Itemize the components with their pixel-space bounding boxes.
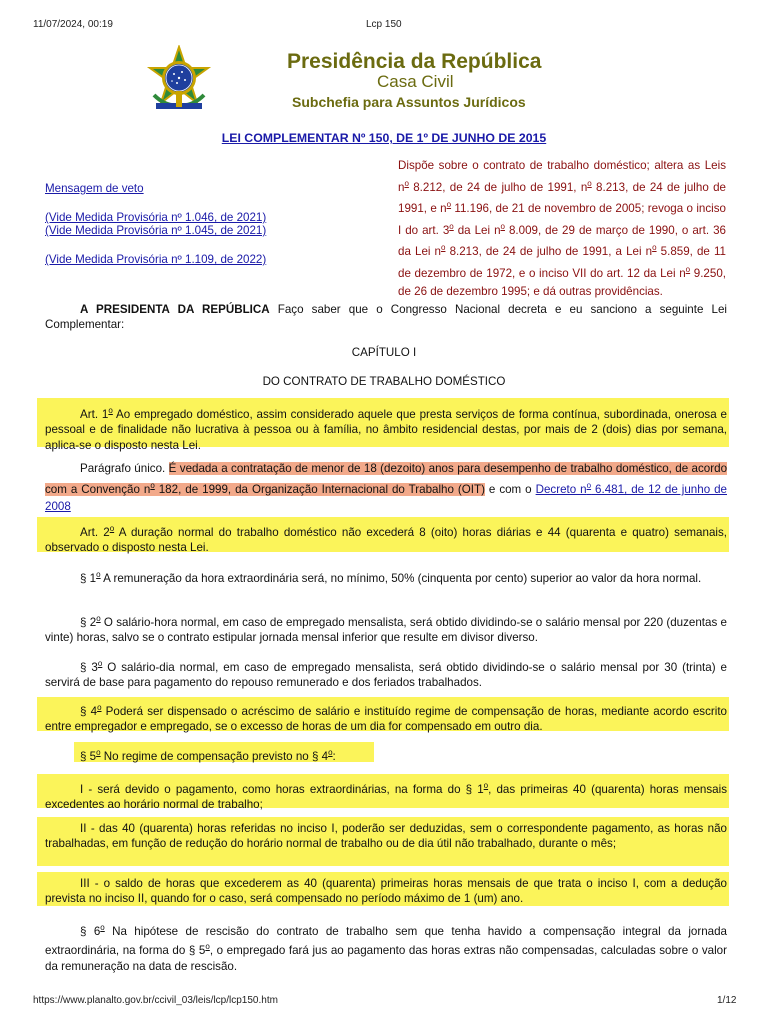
art-1-paragraph: Parágrafo único. É vedada a contratação de menor de 18 (dezoito) anos para desempenho de trabalho doméstico, de acordo com a Convenção $n^o$ 182, de 1999, da Organização Internacional do Trabalho (OIT) e com o Decreto $n^o$ 6.481, de 12 de junho de 2008 — [45, 462, 728, 513]
art-2-par-5: § 5$^o$ No regime de compensação previsto no § 4$^o$: — [80, 748, 336, 763]
law-summary: Dispõe sobre o contrato de trabalho doméstico; altera as Leis $n^o$ 8.212, de 24 de julho de 1991, $n^o$ 8.213, de 24 de julho de 1991, e $n^o$ 11.196, de 21 de novembro de 2005; revoga o inciso I do art. 3$^o$ da Lei $n^o$ 8.009, de 29 de março de 1990, o art. 36 da Lei $n^o$ 8.213, de 24 de julho de 1991, a Lei $n^o$ 5.859, de 11 de dezembro de 1972, e o inciso VII do art. 12 da Lei $n^o$ 9.250, de 26 de dezembro 1995; e dá outras providências. — [398, 159, 727, 298]
print-page-number: 1/12 — [717, 995, 737, 1006]
print-doc-title: Lcp 150 — [366, 19, 402, 30]
veto-message-link[interactable]: Mensagem de veto — [45, 182, 144, 195]
art-2-par-3: § 3$^o$ O salário-dia normal, em caso de empregado mensalista, será obtido dividindo-se o salário mensal por 30 (trinta) e servirá de base para pagamento do repouso remunerado e dos feriados trabalhados. — [45, 659, 727, 690]
mp-1045-link[interactable]: (Vide Medida Provisória nº 1.045, de 2021) — [45, 224, 267, 237]
art-2-par-5-inc-3: III - o saldo de horas que excederem as 40 (quarenta) primeiras horas mensais de que trata o inciso I, com a dedução prevista no inciso II, quando for o caso, será compensado no período máximo de 1 (um) ano. — [45, 877, 727, 906]
mp-1046-link[interactable]: (Vide Medida Provisória nº 1.046, de 2021) — [45, 211, 267, 224]
print-url: https://www.planalto.gov.br/ccivil_03/leis/lcp/lcp150.htm — [33, 995, 278, 1006]
department-name: Subchefia para Assuntos Jurídicos — [292, 94, 526, 110]
art-1: Art. 1$^o$ Ao empregado doméstico, assim considerado aquele que presta serviços de forma contínua, subordinada, onerosa e pessoal e de finalidade não lucrativa à pessoa ou à família, no âmbito residencial destas, por mais de 2 (dois) dias por semana, aplica-se o disposto nesta Lei. — [45, 406, 727, 452]
page-title: Presidência da República — [287, 50, 542, 73]
art-2-par-4: § 4$^o$ Poderá ser dispensado o acréscimo de salário e instituído regime de compensação de horas, mediante acordo escrito entre empregador e empregado, se o excesso de horas de um dia for compensado em outro dia. — [45, 703, 727, 734]
art-2-par-6: § 6$^o$ Na hipótese de rescisão do contrato de trabalho sem que tenha havido a compensação integral da jornada extraordinária, na forma do § 5$^o$, o empregado fará jus ao pagamento das horas extras não compensadas, calculadas sobre o valor da remuneração na data de rescisão. — [45, 923, 727, 973]
art-2-par-5-inc-1: I - será devido o pagamento, como horas extraordinárias, na forma do § 1$^o$, das primeiras 40 (quarenta) horas mensais excedentes ao horário normal de trabalho; — [45, 781, 727, 812]
chapter-name: DO CONTRATO DE TRABALHO DOMÉSTICO — [262, 375, 506, 388]
mp-1109-link[interactable]: (Vide Medida Provisória nº 1.109, de 2022) — [45, 253, 267, 266]
page-subtitle: Casa Civil — [377, 72, 454, 91]
preamble: A PRESIDENTA DA REPÚBLICA Faço saber que o Congresso Nacional decreta e eu sanciono a seguinte Lei Complementar: — [45, 303, 727, 332]
chapter-number: CAPÍTULO I — [351, 346, 417, 359]
decreto-6481-link[interactable]: Decreto $n^o$ 6.481, de 12 de junho de 2008 — [45, 481, 727, 513]
law-title[interactable]: LEI COMPLEMENTAR Nº 150, DE 1º DE JUNHO DE 2015 — [221, 131, 547, 145]
art-2-par-1: § 1$^o$ A remuneração da hora extraordinária será, no mínimo, 50% (cinquenta por cento) superior ao valor da hora normal. — [80, 570, 702, 585]
art-2-par-5-inc-2: II - das 40 (quarenta) horas referidas no inciso I, poderão ser deduzidas, sem o correspondente pagamento, as horas não trabalhadas, em função de redução do horário normal de trabalho ou de dia útil não trabalhado, durante o mês; — [45, 822, 727, 851]
art-2: Art. 2$^o$ A duração normal do trabalho doméstico não excederá 8 (oito) horas diárias e 44 (quarenta e quatro) semanais, observado o disposto nesta Lei. — [45, 524, 727, 555]
brazil-coat-of-arms-icon — [146, 45, 212, 115]
print-datetime: 11/07/2024, 00:19 — [33, 19, 113, 30]
art-2-par-2: § 2$^o$ O salário-hora normal, em caso de empregado mensalista, será obtido dividindo-se o salário mensal por 220 (duzentas e vinte) horas, salvo se o contrato estipular jornada mensal inferior que resulte em divisor diverso. — [45, 614, 727, 645]
